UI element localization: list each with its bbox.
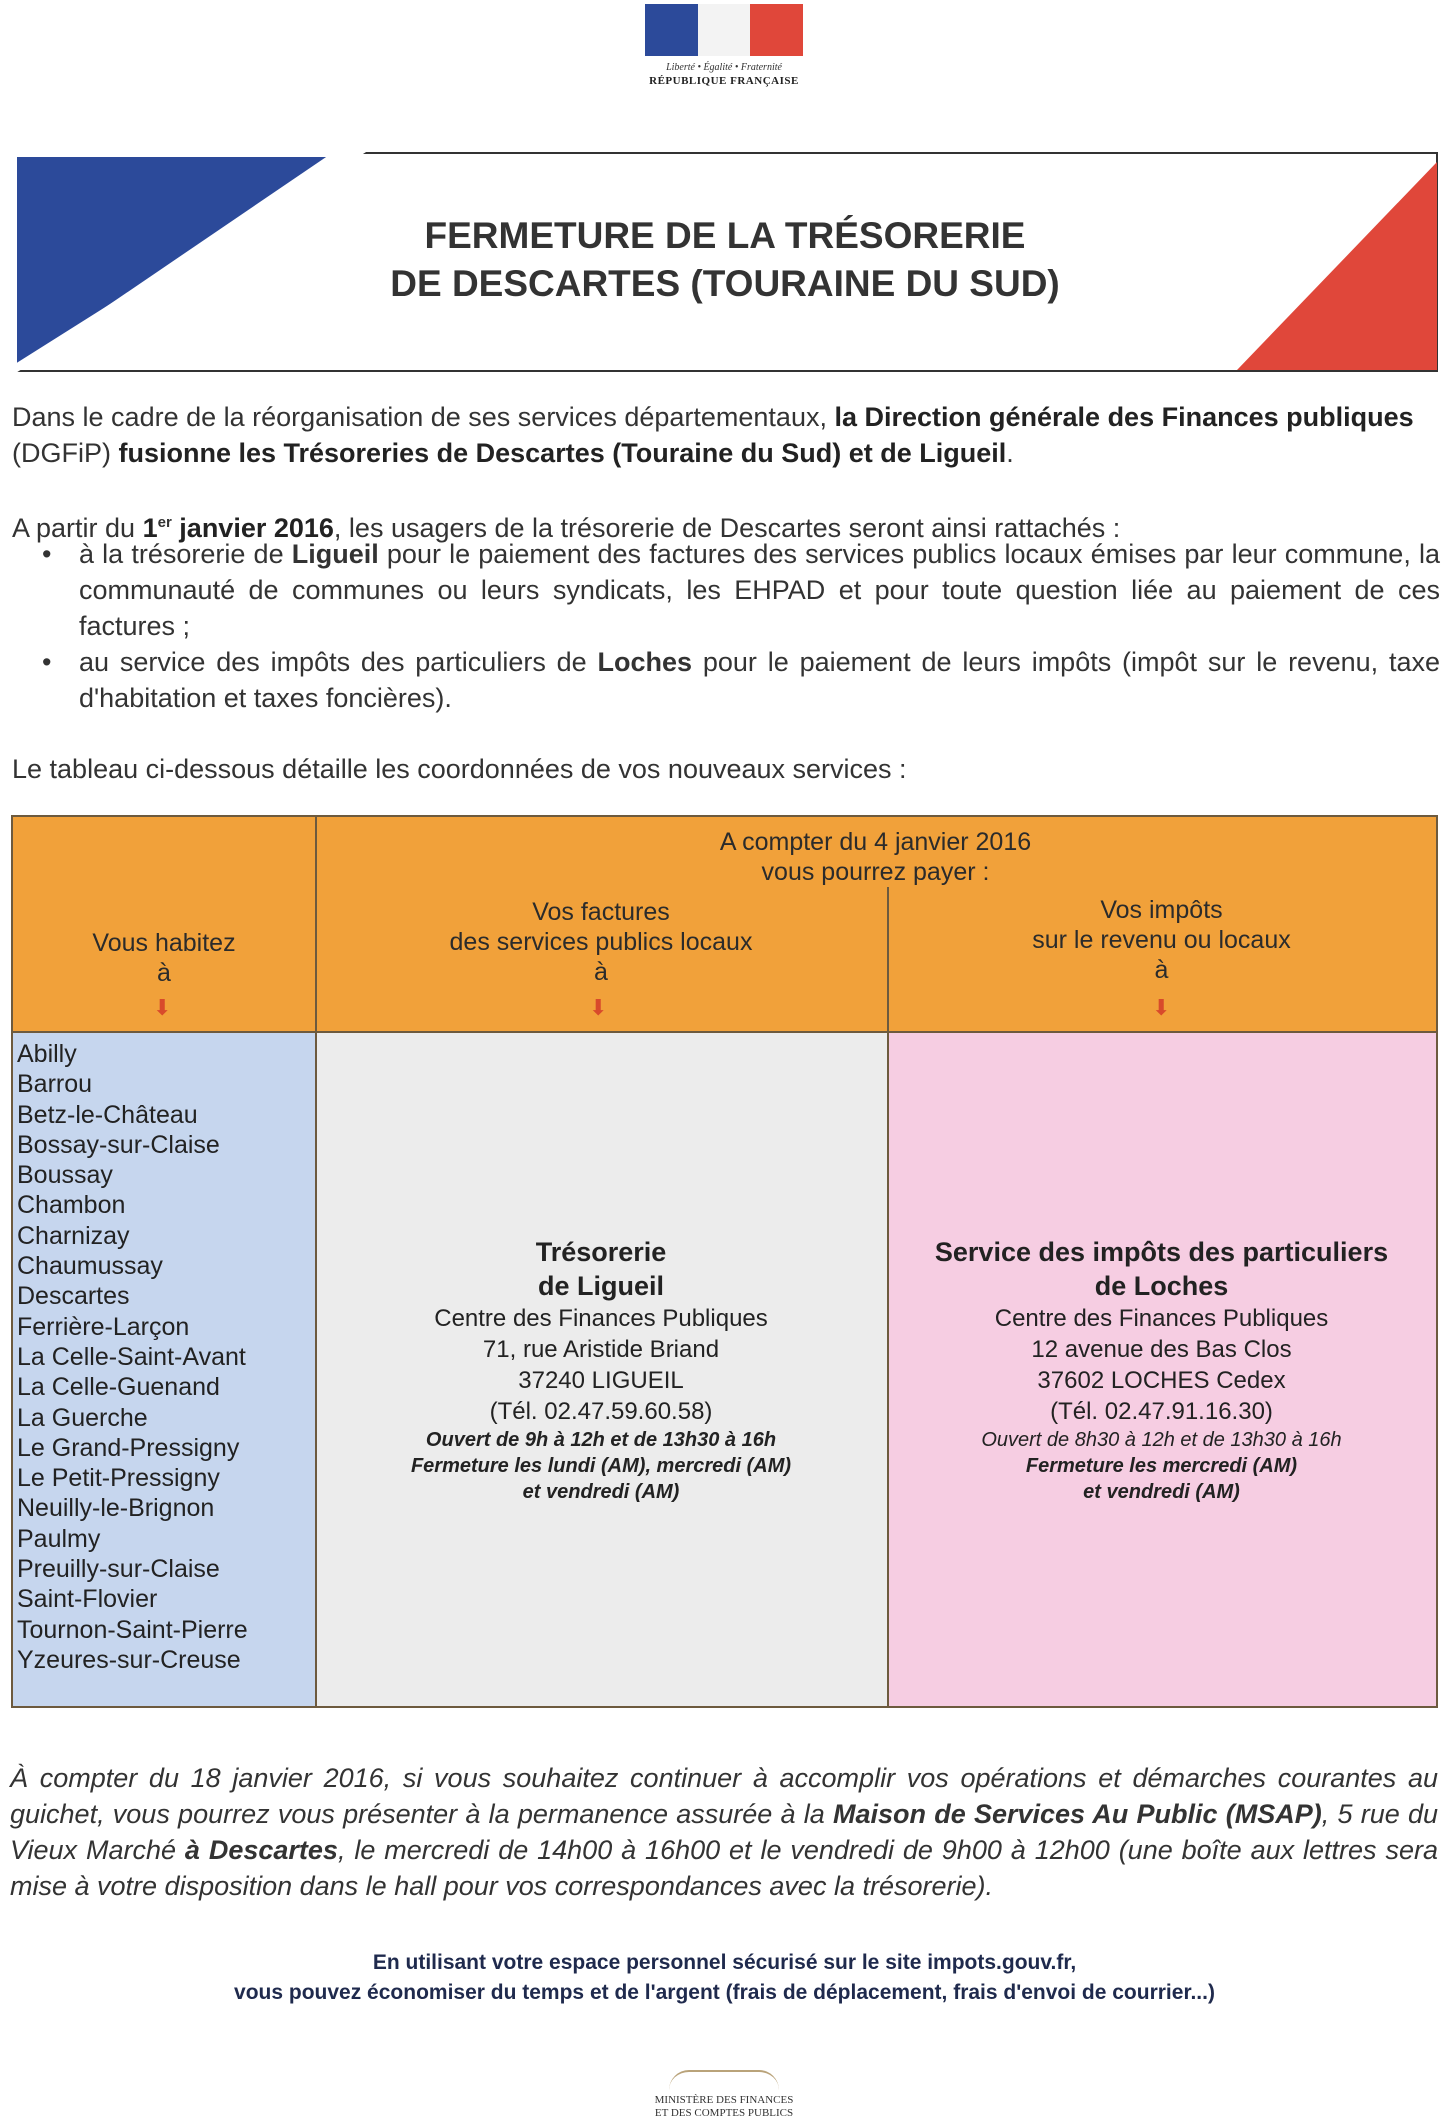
ligueil-closures: Fermeture les lundi (AM), mercredi (AM) [410, 1455, 792, 1477]
loches-address-street: 12 avenue des Bas Clos [1031, 1336, 1292, 1363]
loches-service [887, 1235, 1436, 1505]
ministry-logo [600, 2070, 848, 2120]
loches-closures: Fermeture les mercredi (AM) [1025, 1455, 1298, 1477]
msap-note [10, 1760, 1438, 1904]
loches-name-line2: de Loches [1094, 1271, 1229, 1301]
town-item: La Guerche [17, 1403, 148, 1432]
header-col1-line1: Vous habitez [92, 929, 236, 957]
bullet-loches-bold: Loches [597, 647, 693, 677]
town-item: Betz-le-Château [17, 1100, 198, 1129]
header-col2-line3: à [594, 958, 608, 986]
town-item: Chambon [17, 1191, 126, 1220]
town-item: Descartes [17, 1282, 130, 1311]
note-text-2: , 5 rue du Vieux Marché [10, 1799, 1438, 1865]
loches-hours: Ouvert de 8h30 à 12h et de 13h30 à 16h [981, 1429, 1342, 1451]
intro-paragraph [12, 399, 1440, 471]
ligueil-phone: (Tél. 02.47.59.60.58) [489, 1398, 713, 1425]
title-banner [12, 152, 1438, 372]
header-date-line2: vous pourrez payer : [761, 858, 990, 886]
logo-republic: RÉPUBLIQUE FRANÇAISE [649, 75, 799, 87]
note-bold-msap: Maison de Services Au Public (MSAP) [832, 1799, 1322, 1829]
ligueil-service [315, 1235, 887, 1505]
bullet-ligueil-text-1: à la trésorerie de [79, 539, 292, 569]
town-item: Paulmy [17, 1524, 101, 1553]
bullet-loches-text-1: au service des impôts des particuliers de [79, 647, 598, 677]
loches-address-city: 37602 LOCHES Cedex [1037, 1367, 1286, 1394]
bullet-list [12, 536, 1440, 716]
page-title-line1: FERMETURE DE LA TRÉSORERIE [424, 215, 1026, 256]
page-title [12, 212, 1438, 308]
header-payment-date [315, 827, 1436, 887]
town-item: La Celle-Guenand [17, 1373, 220, 1402]
ligueil-address-city: 37240 LIGUEIL [518, 1367, 684, 1394]
ministry-line1: MINISTÈRE DES FINANCES [654, 2094, 794, 2106]
ligueil-address-center: Centre des Finances Publiques [434, 1305, 768, 1332]
note-text-1: À compter du 18 janvier 2016, si vous souhaitez continuer à accomplir vos opérations et démarches courantes au guichet, vous pourrez vous présenter à la permanence assurée à la [10, 1763, 1438, 1829]
tricolor-flag-icon [645, 4, 803, 56]
header-col3-line2: sur le revenu ou locaux [1032, 926, 1291, 954]
arrow-down-icon: ⬇ [1152, 995, 1171, 1020]
town-item: Neuilly-le-Brignon [17, 1494, 215, 1523]
ligueil-hours: Ouvert de 9h à 12h et de 13h30 à 16h [425, 1429, 777, 1451]
bullet-loches [12, 644, 1440, 716]
note-bold-descartes: à Descartes [184, 1835, 338, 1865]
table-intro: Le tableau ci-dessous détaille les coordonnées de vos nouveaux services : [12, 754, 907, 784]
arrow-down-icon: ⬇ [153, 995, 172, 1020]
date-text-2: , les usagers de la trésorerie de Descartes seront ainsi rattachés : [333, 513, 1121, 543]
arrow-down-icon: ⬇ [589, 995, 608, 1020]
ligueil-name-line1: Trésorerie [535, 1237, 667, 1267]
town-item: Barrou [17, 1070, 93, 1099]
ministry-emblem-icon [669, 2070, 779, 2090]
intro-text-3: . [1006, 438, 1014, 468]
intro-text-2: (DGFiP) [12, 438, 119, 468]
intro-text-1: Dans le cadre de la réorganisation de ses services départementaux, [12, 402, 835, 432]
date-text-1: A partir du [12, 513, 143, 543]
town-item: Preuilly-sur-Claise [17, 1555, 220, 1584]
date-superscript: er [157, 514, 172, 531]
bullet-ligueil-text-2: pour le paiement des factures des services publics locaux émises par leur commune, la communauté de communes ou leurs syndicats, les EHPAD et pour toute question liée au paiement de ces factures ; [79, 539, 1440, 641]
town-item: Le Grand-Pressigny [17, 1433, 240, 1462]
note-text-3: , le mercredi de 14h00 à 16h00 et le vendredi de 9h00 à 12h00 (une boîte aux lettres sera mise à votre disposition dans le hall pour vos correspondances avec la trésorerie). [10, 1835, 1438, 1901]
footer-message [0, 1948, 1449, 2008]
date-day: 1 [142, 513, 158, 543]
header-col2-line1: Vos factures [532, 898, 670, 926]
town-item: Yzeures-sur-Creuse [17, 1645, 241, 1674]
town-item: Le Petit-Pressigny [17, 1464, 220, 1493]
footer-line2: vous pouvez économiser du temps et de l'argent (frais de déplacement, frais d'envoi de courrier...) [234, 1981, 1215, 2004]
town-item: Ferrière-Larçon [17, 1312, 190, 1341]
table-divider [13, 1031, 1436, 1033]
ligueil-closures-2: et vendredi (AM) [522, 1481, 680, 1503]
header-col1-line2: à [157, 959, 171, 987]
header-impots [887, 895, 1436, 985]
page-title-line2: DE DESCARTES (TOURAINE DU SUD) [390, 263, 1060, 304]
header-col2-line2: des services publics locaux [449, 928, 753, 956]
ministry-line2: ET DES COMPTES PUBLICS [654, 2107, 794, 2119]
intro-text-bold-2: fusionne les Trésoreries de Descartes (Touraine du Sud) et de Ligueil [118, 438, 1007, 468]
ligueil-address-street: 71, rue Aristide Briand [482, 1336, 720, 1363]
bullet-loches-text-2: pour le paiement de leurs impôts (impôt sur le revenu, taxe d'habitation et taxes foncières). [79, 647, 1440, 713]
header-vous-habitez [13, 928, 315, 988]
footer-line1: En utilisant votre espace personnel sécurisé sur le site impots.gouv.fr, [372, 1951, 1077, 1974]
town-item: Boussay [17, 1161, 113, 1190]
marianne-logo [640, 0, 808, 100]
header-factures [315, 897, 887, 987]
ligueil-name-line2: de Ligueil [537, 1271, 664, 1301]
town-item: Chaumussay [17, 1252, 163, 1281]
town-item: Saint-Flovier [17, 1585, 158, 1614]
date-month: janvier 2016 [171, 513, 334, 543]
header-col3-line3: à [1154, 956, 1169, 984]
header-col3-line1: Vos impôts [1100, 896, 1223, 924]
intro-text-bold-1: la Direction générale des Finances publiques [834, 402, 1414, 432]
town-item: Tournon-Saint-Pierre [17, 1615, 248, 1644]
services-table [11, 815, 1438, 1708]
town-item: Charnizay [17, 1221, 130, 1250]
town-item: Abilly [17, 1040, 77, 1068]
loches-name-line1: Service des impôts des particuliers [934, 1237, 1389, 1267]
logo-motto: Liberté • Égalité • Fraternité [666, 62, 782, 73]
bullet-ligueil [12, 536, 1440, 644]
town-item: Bossay-sur-Claise [17, 1130, 220, 1159]
loches-closures-2: et vendredi (AM) [1083, 1481, 1240, 1503]
loches-address-center: Centre des Finances Publiques [994, 1305, 1329, 1332]
towns-list [17, 1039, 248, 1675]
loches-phone: (Tél. 02.47.91.16.30) [1050, 1398, 1273, 1425]
town-item: La Celle-Saint-Avant [17, 1342, 246, 1371]
header-date-line1: A compter du 4 janvier 2016 [719, 828, 1032, 856]
bullet-ligueil-bold: Ligueil [291, 539, 379, 569]
